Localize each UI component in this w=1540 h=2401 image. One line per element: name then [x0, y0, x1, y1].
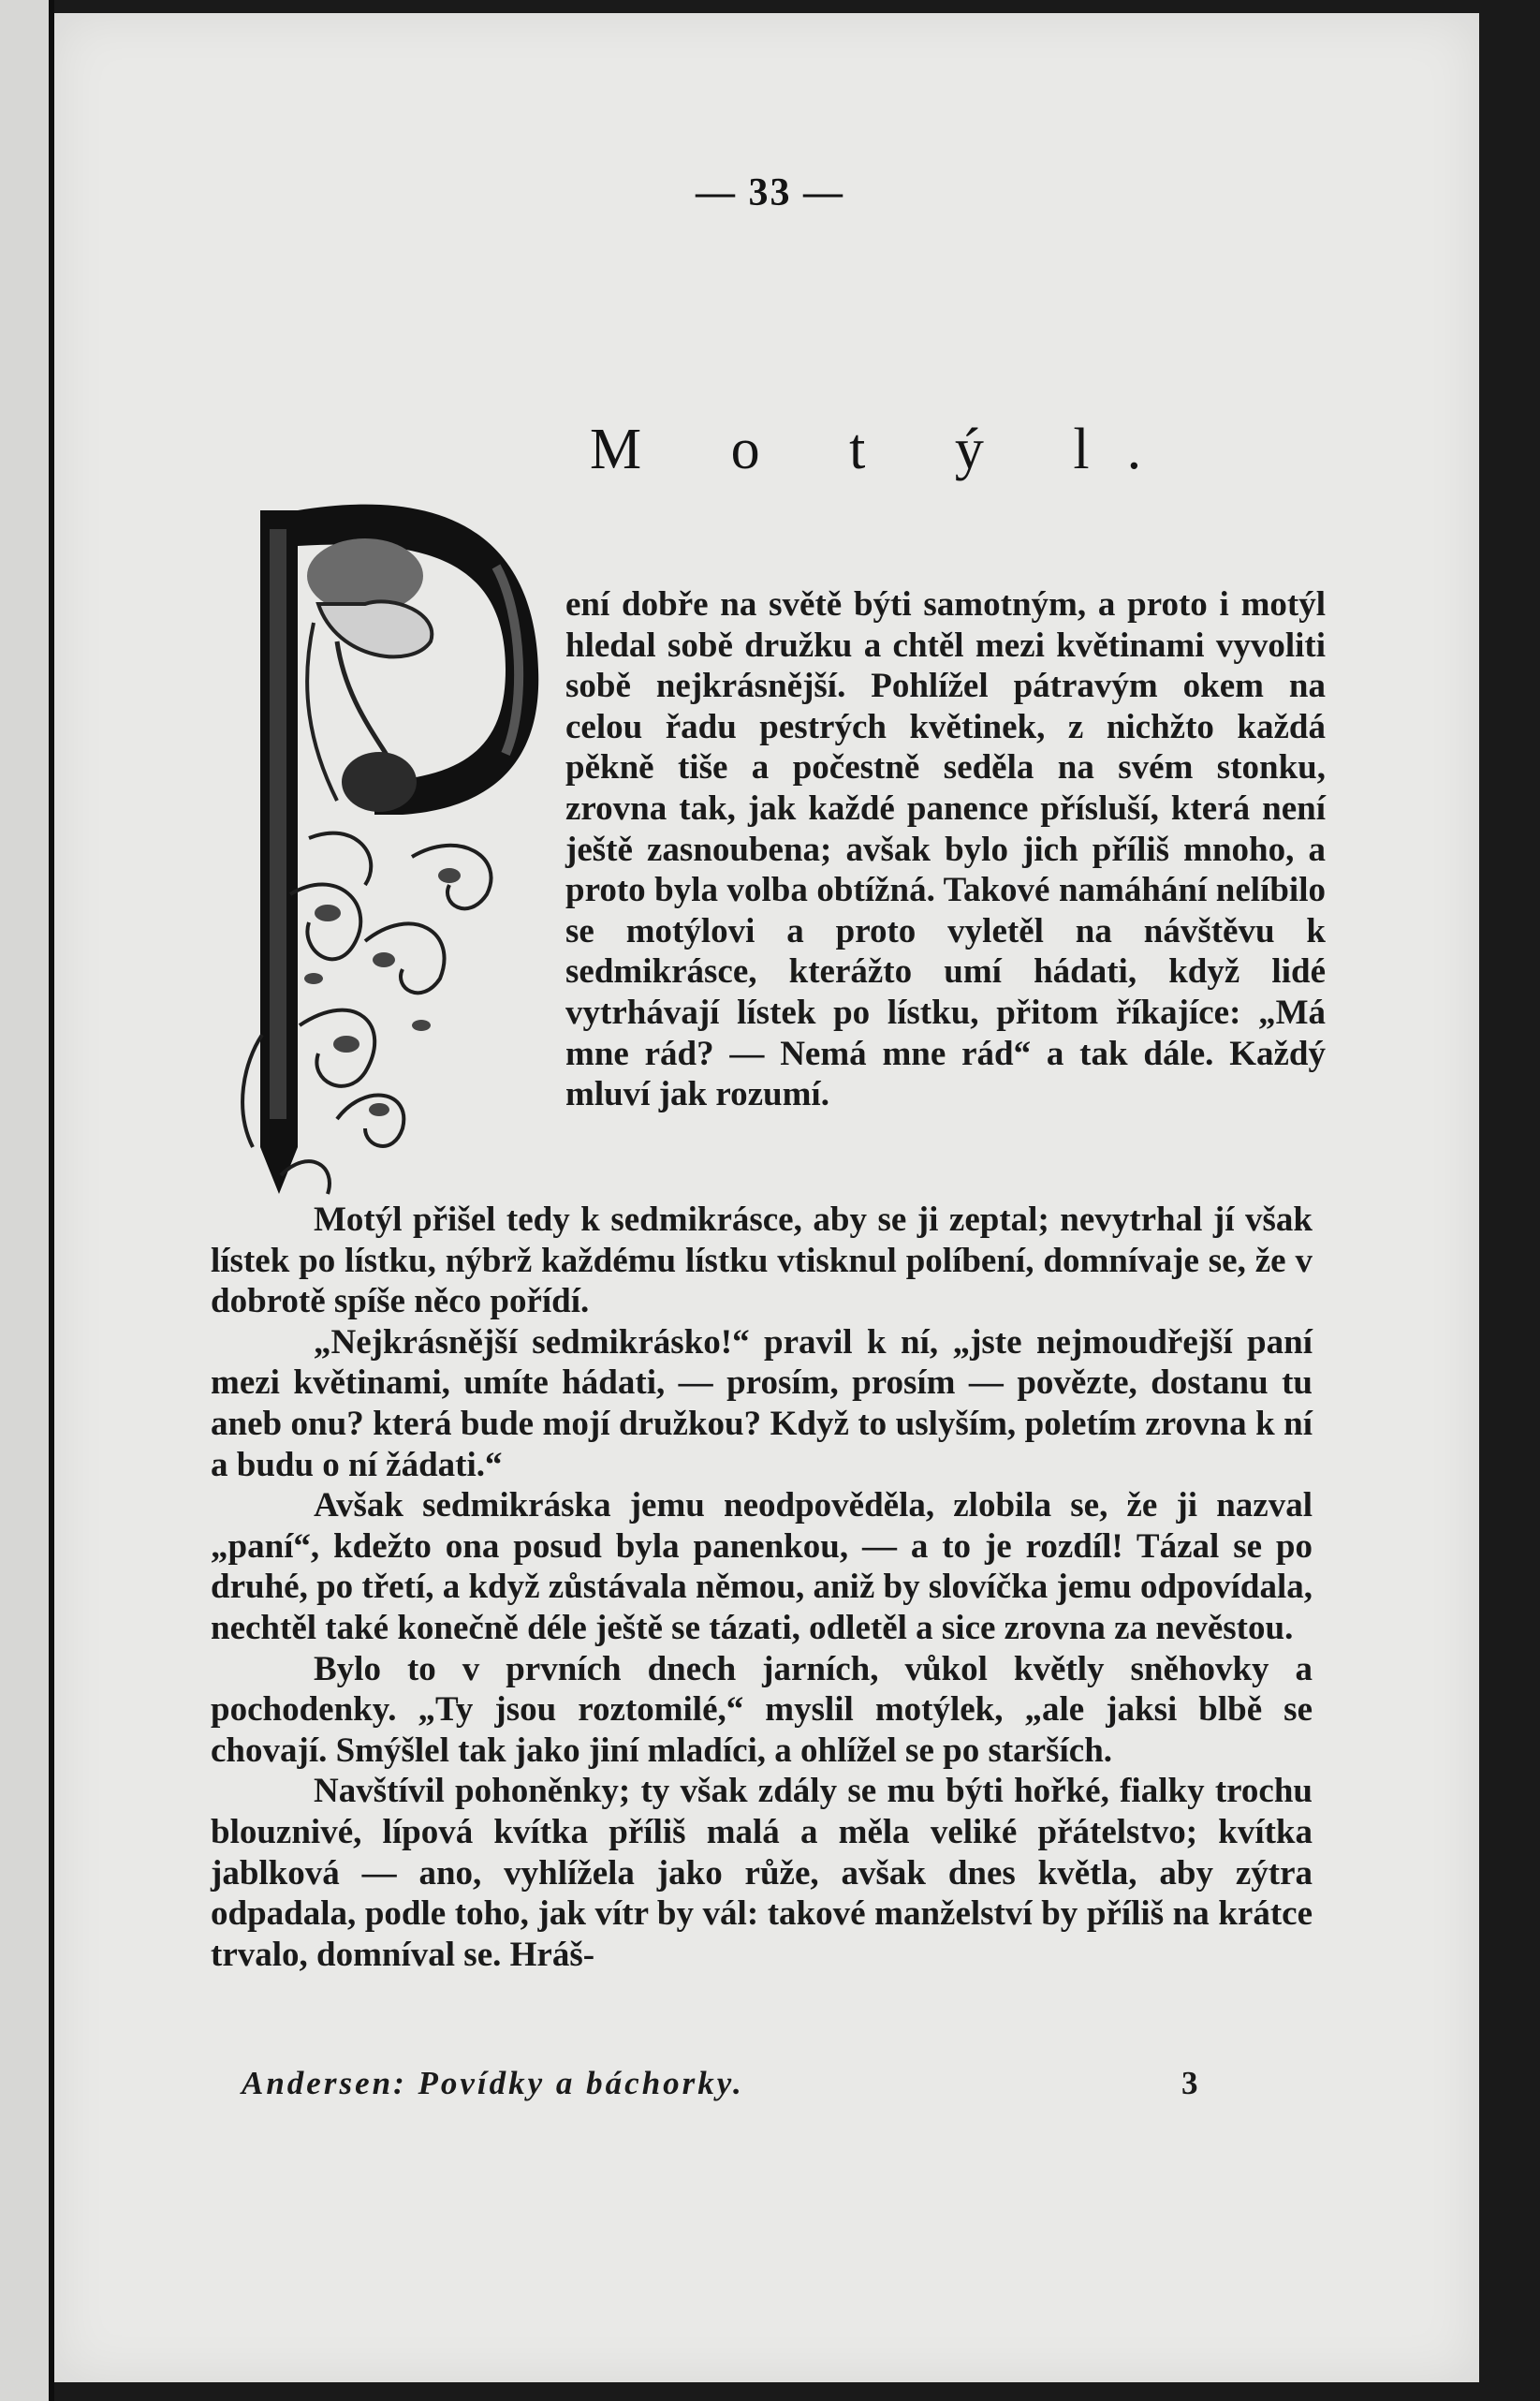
paragraph: ení dobře na světě býti samotným, a proto i motýl hledal sobě družku a chtěl mezi květinami vyvoliti sobě nejkrásnější. Pohlížel pátravým okem na celou řadu pestrých květinek, z nichžto každá pěkně tiše a počestně seděla na svém stonku, zrovna tak, jak každé panence přísluší, která není ještě zasnoubena; avšak bylo jich příliš mnoho, a proto byla volba obtížná. Takové namáhání nelíbilo se motýlovi a proto vyletěl na návštěvu k sedmikrásce, kterážto umí hádati, když lidé vytrhávají lístek po lístku, přitom říkajíce: „Má mne rád? — Nemá mne rád“ a tak dále. Každý mluví jak rozumí. [565, 585, 1326, 1114]
body-text [211, 1200, 1313, 1975]
dropcap-illustration [225, 501, 552, 1222]
page-number: — 33 — [696, 171, 844, 214]
footer-author-title: Andersen: Povídky a báchorky. [242, 2065, 744, 2101]
paragraph: Bylo to v prvních dnech jarních, vůkol květly sněhovky a pochodenky. „Ty jsou roztomilé,“ myslil motýlek, „ale jaksi blbě se chovají. Smýšlel tak jako jiní mladíci, a ohlížel se po starších. [211, 1649, 1313, 1770]
paragraph: Avšak sedmikráska jemu neodpověděla, zlobila se, že ji nazval „paní“, kdežto ona posud byla panenkou, — a to je rozdíl! Tázal se po druhé, po třetí, a když zůstávala němou, aniž by slovíčka jemu odpovídala, nechtěl také konečně déle ještě se tázati, odletěl a sice zrovna za nevěstou. [211, 1486, 1313, 1647]
paragraph: „Nejkrásnější sedmikrásko!“ pravil k ní, „jste nejmoudřejší paní mezi květinami, umíte hádati, — prosím, prosím — povězte, dostanu tu aneb onu? která bude mojí družkou? Když to uslyším, poletím zrovna k ní a budu o ní žádati.“ [211, 1322, 1313, 1484]
footer-signature: 3 [1181, 2065, 1198, 2101]
adjacent-page-edge [0, 0, 54, 2401]
chapter-title: M o t ý l. [590, 418, 1180, 481]
opening-paragraph [565, 584, 1326, 1115]
paragraph: Motýl přišel tedy k sedmikrásce, aby se ji zeptal; nevytrhal jí však lístek po lístku, nýbrž každému lístku vtisknul políbení, domnívaje se, že v dobrotě spíše něco pořídí. [211, 1200, 1313, 1321]
paragraph: Navštívil pohoněnky; ty však zdály se mu býti hořké, fialky trochu blouznivé, lípová kvítka příliš malá a měla veliké přátelstvo; kvítka jablková — ano, vyhlížela jako růže, avšak dnes květla, aby zýtra odpadala, podle toho, jak vítr by vál: takové manželství by příliš na krátce trvalo, domníval se. Hráš- [211, 1772, 1313, 1974]
